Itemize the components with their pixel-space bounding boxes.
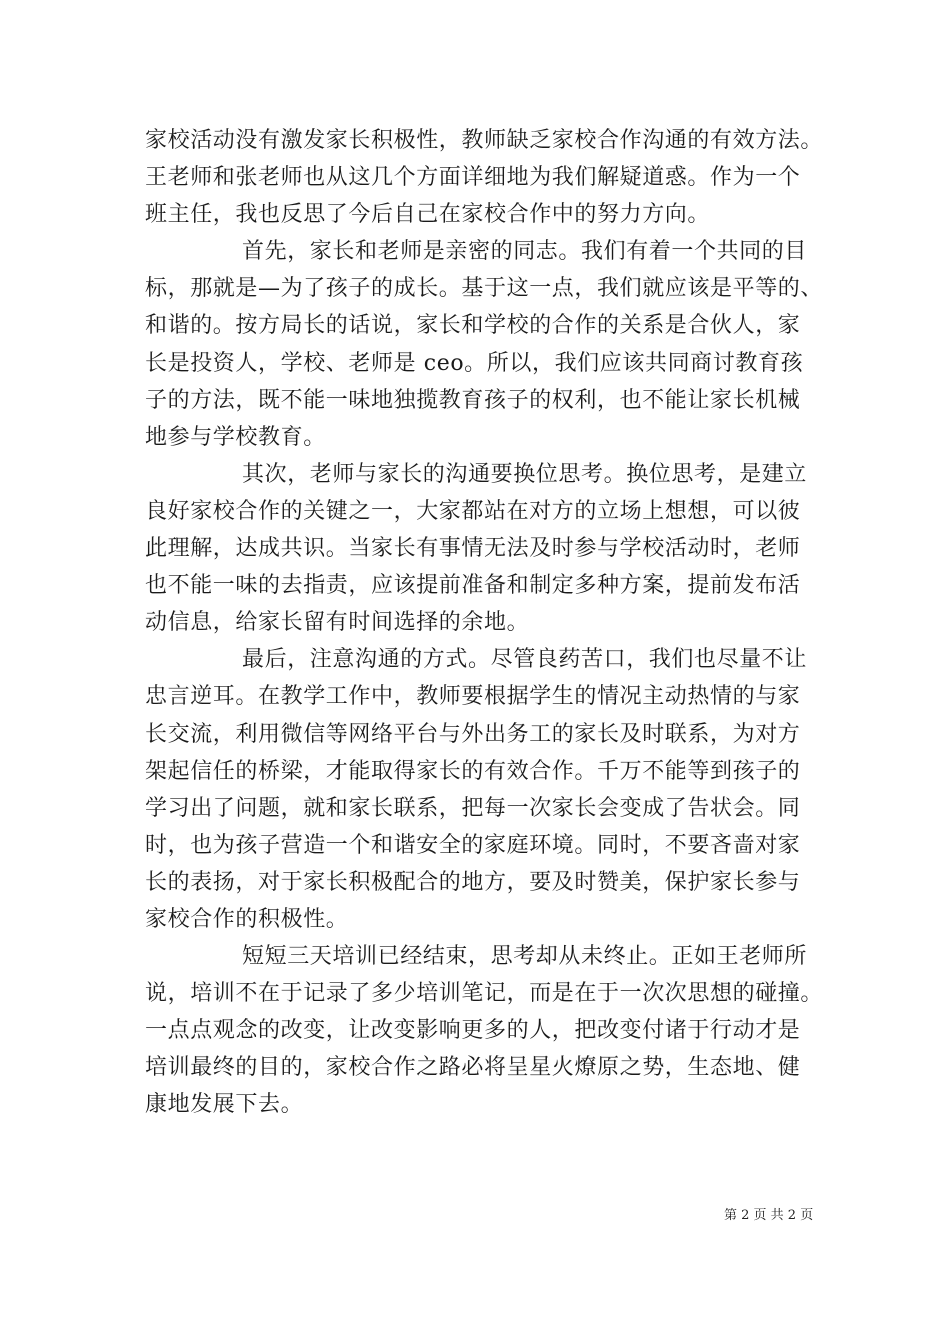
text-line: 标，那就是—为了孩子的成长。基于这一点，我们就应该是平等的、	[145, 276, 824, 302]
text-line: 架起信任的桥梁，才能取得家长的有效合作。千万不能等到孩子的	[145, 758, 801, 784]
paragraph-1	[145, 122, 824, 233]
text-line: 长的表扬，对于家长积极配合的地方，要及时赞美，保护家长参与	[145, 869, 801, 895]
text-line: 一点点观念的改变，让改变影响更多的人，把改变付诸于行动才是	[145, 1018, 801, 1044]
text-line: 子的方法，既不能一味地独揽教育孩子的权利，也不能让家长机械	[145, 387, 801, 413]
text-line: 学习出了问题，就和家长联系，把每一次家长会变成了告状会。同	[145, 795, 801, 821]
text-line: 首先，家长和老师是亲密的同志。我们有着一个共同的目	[242, 239, 808, 265]
text-line: 良好家校合作的关键之一，大家都站在对方的立场上想想，可以彼	[145, 498, 801, 524]
text-line: 家校活动没有激发家长积极性，教师缺乏家校合作沟通的有效方法。	[145, 128, 824, 153]
text-line: 康地发展下去。	[145, 1092, 304, 1118]
page-number: 第 2 页 共 2 页	[724, 1208, 814, 1223]
text-line: 家校合作的积极性。	[145, 906, 349, 932]
text-line: 培训最终的目的，家校合作之路必将呈星火燎原之势，生态地、健	[145, 1055, 801, 1081]
text-line: 其次，老师与家长的沟通要换位思考。换位思考，是建立	[242, 461, 808, 487]
paragraph-5	[145, 938, 824, 1123]
text-line: 动信息，给家长留有时间选择的余地。	[145, 610, 530, 636]
text-line: 和谐的。按方局长的话说，家长和学校的合作的关系是合伙人，家	[145, 313, 801, 339]
paragraph-3	[145, 456, 815, 641]
text-line: 地参与学校教育。	[145, 424, 326, 450]
text-line: 最后，注意沟通的方式。尽管良药苦口，我们也尽量不让	[242, 647, 808, 673]
text-line: 长交流，利用微信等网络平台与外出务工的家长及时联系，为对方	[145, 721, 801, 747]
document-body	[145, 122, 824, 1124]
paragraph-2	[145, 233, 824, 456]
text-line: 此理解，达成共识。当家长有事情无法及时参与学校活动时，老师	[145, 536, 801, 562]
text-line: 也不能一味的去指责，应该提前准备和制定多种方案，提前发布活	[145, 573, 801, 599]
text-line: 王老师和张老师也从这几个方面详细地为我们解疑道惑。作为一个	[145, 165, 801, 191]
text-line: 长是投资人，学校、老师是 ceo。所以，我们应该共同商讨教育孩	[145, 350, 804, 376]
text-line: 时，也为孩子营造一个和谐安全的家庭环境。同时，不要吝啬对家	[145, 832, 801, 858]
text-line: 说，培训不在于记录了多少培训笔记，而是在于一次次思想的碰撞。	[145, 981, 824, 1007]
paragraph-4	[145, 641, 815, 938]
text-line: 短短三天培训已经结束，思考却从未终止。正如王老师所	[242, 944, 808, 970]
text-line: 班主任，我也反思了今后自己在家校合作中的努力方向。	[145, 202, 711, 228]
text-line: 忠言逆耳。在教学工作中，教师要根据学生的情况主动热情的与家	[145, 684, 801, 710]
